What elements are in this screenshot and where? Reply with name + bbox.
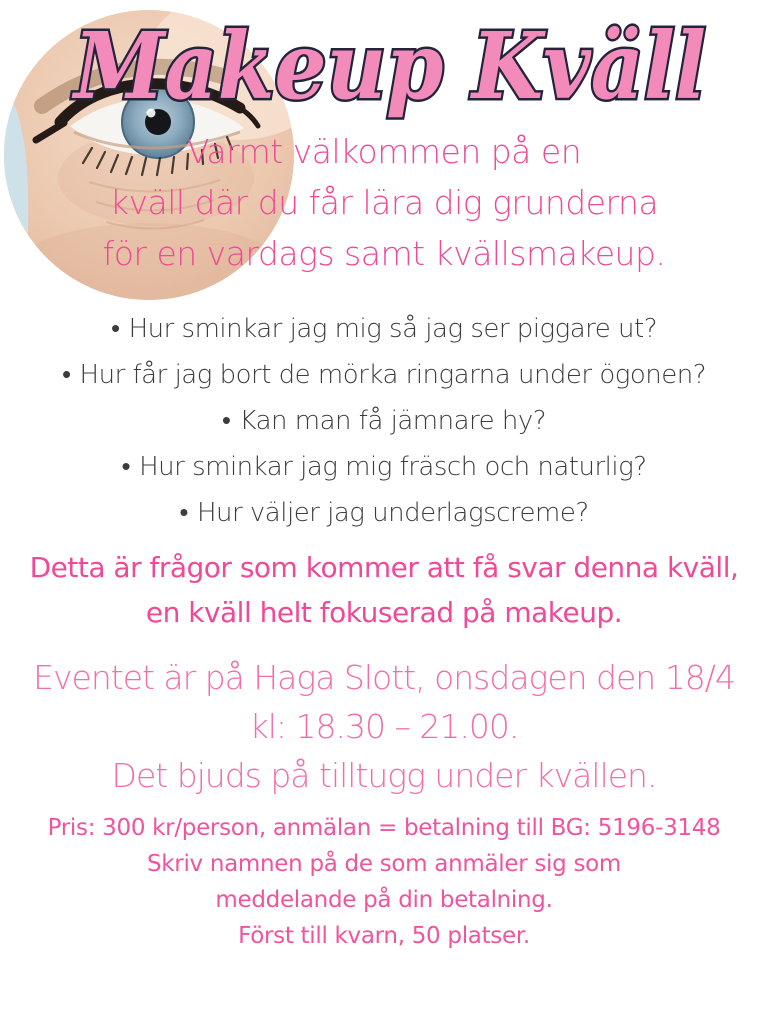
page-title: Makeup Kväll: [71, 12, 706, 120]
question-text: Hur väljer jag underlagscreme?: [196, 498, 589, 528]
registration-line: Skriv namnen på de som anmäler sig som: [146, 851, 622, 877]
question-text: Hur får jag bort de mörka ringarna under ögonen?: [79, 360, 707, 390]
bullet-marker: •: [121, 452, 131, 482]
question-list: [0, 306, 768, 536]
bullet-marker: •: [61, 360, 71, 390]
registration-line: Först till kvarn, 50 platser.: [238, 923, 530, 949]
intro-line: Varmt välkommen på en: [186, 132, 582, 171]
question-item: [0, 352, 768, 398]
bullet-marker: •: [221, 406, 231, 436]
intro-line: för en vardags samt kvällsmakeup.: [102, 234, 666, 273]
intro-text: [0, 126, 768, 279]
event-line: Eventet är på Haga Slott, onsdagen den 18/4: [33, 658, 735, 697]
event-line: Det bjuds på tilltugg under kvällen.: [111, 756, 657, 795]
question-text: Hur sminkar jag mig så jag ser piggare ut?: [128, 314, 658, 344]
bullet-marker: •: [110, 314, 120, 344]
answer-line: Detta är frågor som kommer att få svar denna kväll,: [29, 551, 739, 584]
event-details: [0, 653, 768, 800]
question-item: [0, 306, 768, 352]
question-text: Kan man få jämnare hy?: [239, 406, 547, 436]
intro-line: kväll där du får lära dig grunderna: [109, 183, 659, 222]
registration-line: meddelande på din betalning.: [215, 887, 553, 913]
title-banner: [0, 4, 768, 136]
bullet-marker: •: [179, 498, 188, 528]
registration-line: Pris: 300 kr/person, anmälan = betalning till BG: 5196-3148: [47, 815, 721, 841]
question-text: Hur sminkar jag mig fräsch och naturlig?: [139, 452, 647, 482]
answer-line: en kväll helt fokuserad på makeup.: [145, 596, 623, 629]
registration-info: [0, 810, 768, 954]
question-item: [0, 490, 768, 536]
question-item: [0, 444, 768, 490]
answer-text: [0, 545, 768, 635]
question-item: [0, 398, 768, 444]
event-line: kl: 18.30 – 21.00.: [249, 707, 519, 746]
